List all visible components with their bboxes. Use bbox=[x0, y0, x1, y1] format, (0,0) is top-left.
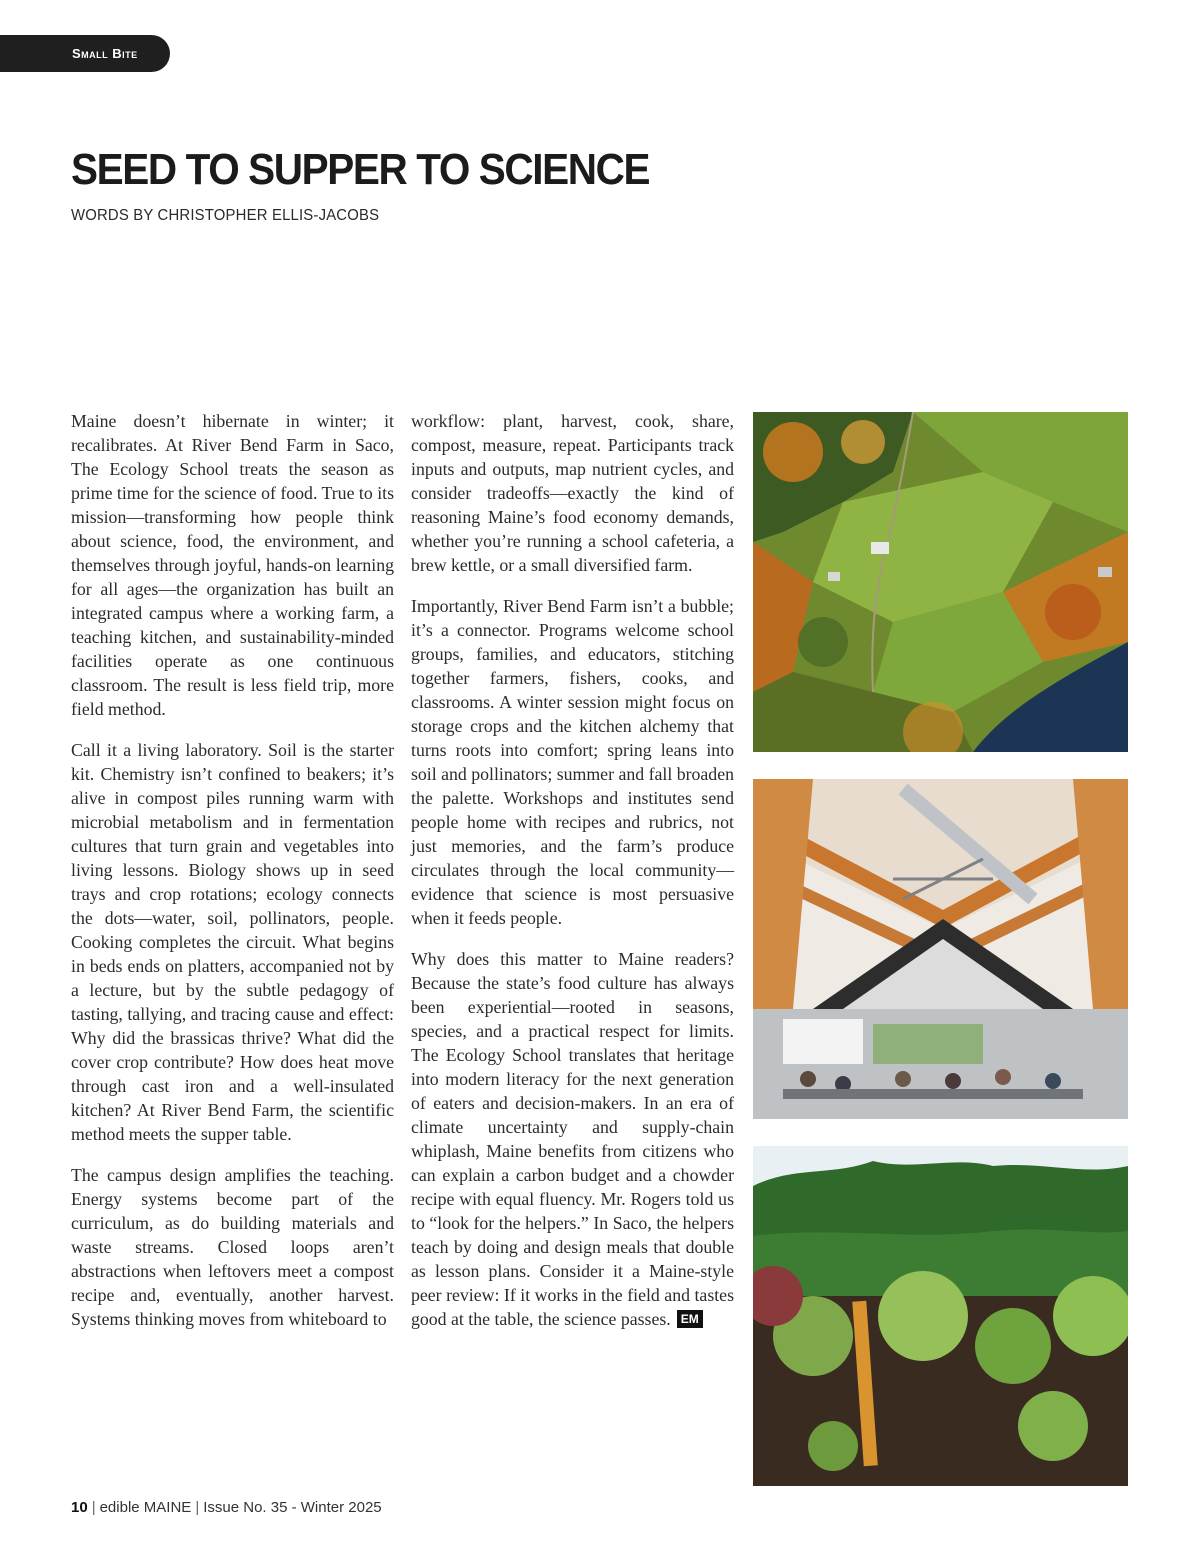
paragraph: The campus design amplifies the teaching. Energy systems become part of the curriculum, as do building materials and waste streams. Closed loops aren’t abstractions when leftovers meet a compost recipe and, eventually, another harvest. Systems thinking moves from whiteboard to bbox=[71, 1165, 394, 1329]
article-column-1 bbox=[71, 409, 394, 1348]
aerial-farm-photo bbox=[753, 412, 1128, 752]
page-number: 10 bbox=[71, 1499, 88, 1516]
paragraph: Call it a living laboratory. Soil is the starter kit. Chemistry isn’t confined to beakers; it’s alive in compost piles running warm with microbial metabolism and in fermentation cultures that turn grain and vegetables into living lessons. Biology shows up in seed trays and crop rotations; ecology connects the dots—water, soil, pollinators, people. Cooking completes the circuit. What begins in beds ends on platters, accompanied not by a lecture, but by the subtle pedagogy of tasting, tallying, and tracing cause and effect: Why did the brassicas thrive? What did the cover crop contribute? How does heat move through cast iron and a well-insulated kitchen? At River Bend Farm, the scientific method meets the supper table. bbox=[71, 740, 394, 1144]
hall-interior-photo bbox=[753, 779, 1128, 1119]
page-footer: 10 | edible MAINE | Issue No. 35 - Winter 2025 bbox=[71, 1499, 382, 1516]
article-title: SEED TO SUPPER TO SCIENCE bbox=[71, 145, 650, 194]
byline: WORDS BY CHRISTOPHER ELLIS-JACOBS bbox=[71, 207, 380, 224]
issue-info: Issue No. 35 - Winter 2025 bbox=[203, 1499, 382, 1516]
end-mark-badge: EM bbox=[677, 1310, 703, 1328]
paragraph-final bbox=[411, 947, 734, 1331]
article-column-2 bbox=[411, 409, 734, 1348]
magazine-name: edible MAINE bbox=[99, 1499, 192, 1516]
paragraph: Maine doesn’t hibernate in winter; it recalibrates. At River Bend Farm in Saco, The Ecology School treats the season as prime time for the science of food. True to its mission—transforming how people think about science, food, the environment, and themselves through joyful, hands-on learning for all ages—the organization has built an integrated campus where a working farm, a teaching kitchen, and sustainability-minded facilities operate as one continuous classroom. The result is less field trip, more field method. bbox=[71, 411, 394, 719]
seedlings-photo bbox=[753, 1146, 1128, 1486]
paragraph: Importantly, River Bend Farm isn’t a bubble; it’s a connector. Programs welcome school groups, families, and educators, stitching together farmers, fishers, cooks, and classrooms. A winter session might focus on storage crops and the kitchen alchemy that turns roots into comfort; spring leans into soil and pollinators; summer and fall broaden the palette. Workshops and institutes send people home with recipes and rubrics, not just memories, and the farm’s produce circulates through the local community—evidence that science is most persuasive when it feeds people. bbox=[411, 596, 734, 928]
section-tab: Small Bite bbox=[0, 35, 170, 72]
paragraph-text: Why does this matter to Maine readers? Because the state’s food culture has always been experiential—rooted in seasons, species, and a practical respect for limits. The Ecology School translates that heritage into modern literacy for the next generation of eaters and decision-makers. In an era of climate uncertainty and supply-chain whiplash, Maine benefits from citizens who can explain a carbon budget and a chowder recipe with equal fluency. Mr. Rogers told us to “look for the helpers.” In Saco, the helpers teach by doing and design meals that double as lesson plans. Consider it a Maine-style peer review: If it works in the field and tastes good at the table, the science passes. bbox=[411, 949, 734, 1329]
paragraph: workflow: plant, harvest, cook, share, compost, measure, repeat. Participants track inputs and outputs, map nutrient cycles, and consider tradeoffs—exactly the kind of reasoning Maine’s food economy demands, whether you’re running a school cafeteria, a brew kettle, or a small diversified farm. bbox=[411, 411, 734, 575]
